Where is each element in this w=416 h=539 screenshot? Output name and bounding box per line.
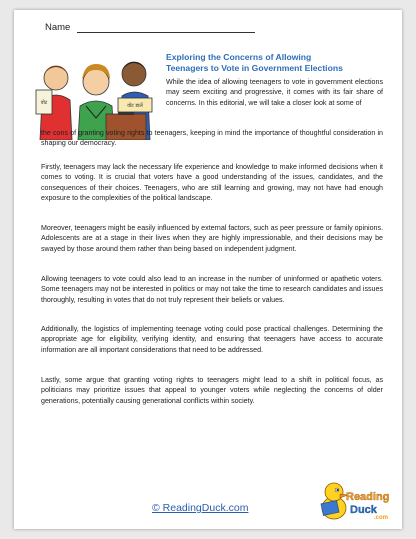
worksheet-page xyxy=(14,10,402,529)
paragraph-influence: Moreover, teenagers might be easily influenced by external factors, such as peer pressure or family opinions. Adolescents are at a stage in their lives when they are highly impressionable, and their decisions may be swayed by those around them rather than being based on independent judgment. xyxy=(41,224,383,253)
voters-illustration xyxy=(34,48,159,140)
paragraph-political-shift: Lastly, some argue that granting voting rights to teenagers might lead to a shift in political focus, as politicians may prioritize issues that appeal to younger voters while neglecting the concerns of older generations, potentially causing generational conflicts within society. xyxy=(41,376,383,405)
sign-left-text: वोट xyxy=(40,100,48,106)
readingduck-logo[interactable] xyxy=(320,476,392,522)
title-line-1: Exploring the Concerns of Allowing xyxy=(166,52,312,62)
name-label: Name xyxy=(45,22,71,33)
paragraph-logistics: Additionally, the logistics of implementing teenage voting could pose practical challenges. Determining the appropriate age for eligibility, verifying identity, and ensuring that teenagers have access to accurate information are all important considerations that need to be addressed. xyxy=(41,325,383,354)
title-line-2: Teenagers to Vote in Government Elections xyxy=(166,63,343,73)
logo-text-reading: Reading xyxy=(346,491,390,503)
intro-paragraph-rest: the cons of granting voting rights to teenagers, keeping in mind the importance of thoughtful consideration in shaping our democracy. xyxy=(41,129,383,148)
name-line xyxy=(77,32,255,33)
intro-paragraph-top: While the idea of allowing teenagers to vote in government elections may seem exciting and progressive, it comes with its fair share of concerns. In this editorial, we will take a closer look at some of xyxy=(166,78,383,107)
article-title xyxy=(166,52,381,74)
logo-text-com: .com xyxy=(374,515,389,521)
logo-text-duck: Duck xyxy=(350,504,377,516)
paragraph-apathetic-voters: Allowing teenagers to vote could also lead to an increase in the number of uninformed or apathetic voters. Some teenagers may not be interested in politics or may not take the time to research candidates and issues thoroughly, resulting in votes that do not truly represent their beliefs or values. xyxy=(41,275,383,304)
readingduck-link[interactable]: © ReadingDuck.com xyxy=(152,502,249,514)
sign-right-text: वोट डालें xyxy=(127,103,143,109)
paragraph-experience: Firstly, teenagers may lack the necessary life experience and knowledge to make informed decisions when it comes to voting. It is crucial that voters have a good understanding of the issues, candidates, and the consequences of their choices. Teenagers, who are still learning and growing, may not have had enough exposure to the complexities of the political landscape. xyxy=(41,163,383,203)
